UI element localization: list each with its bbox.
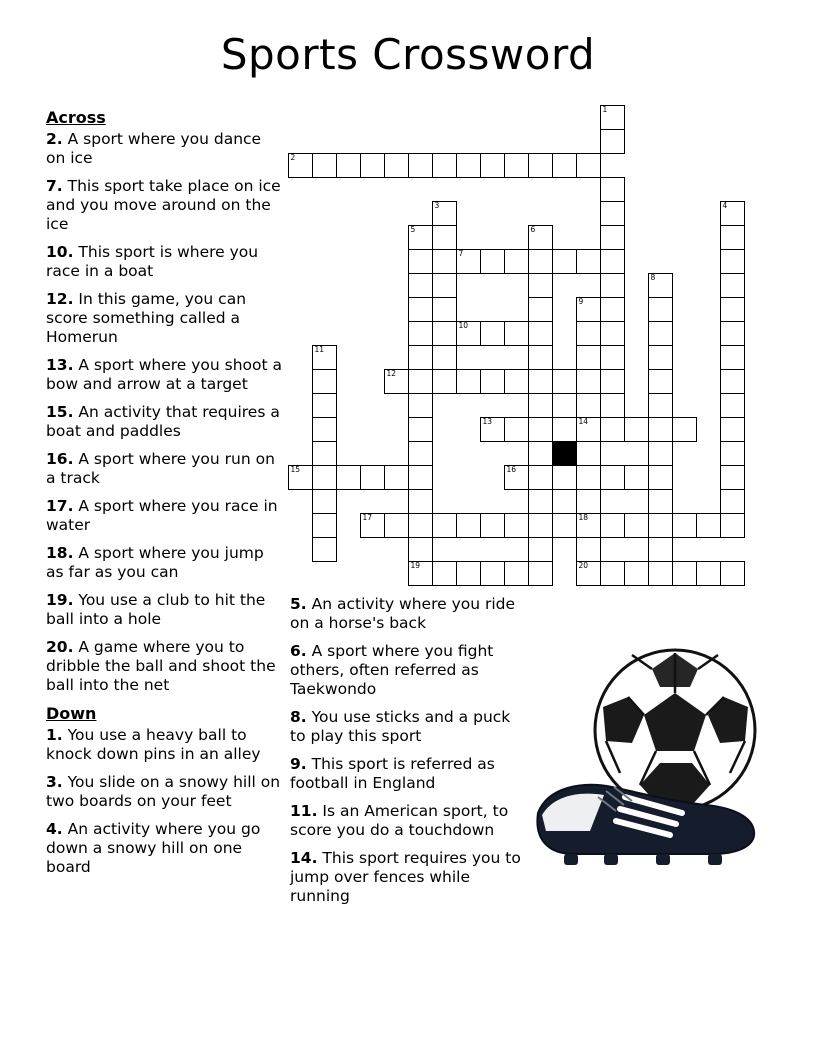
grid-cell[interactable] xyxy=(576,417,601,442)
grid-cell[interactable] xyxy=(672,561,697,586)
grid-cell[interactable] xyxy=(528,369,553,394)
grid-cell[interactable] xyxy=(600,561,625,586)
grid-cell[interactable] xyxy=(576,465,601,490)
grid-cell[interactable] xyxy=(720,441,745,466)
grid-cell[interactable] xyxy=(504,249,529,274)
grid-cell[interactable] xyxy=(504,561,529,586)
clue-down-14 xyxy=(290,849,522,906)
clue-text: A sport where you run on a track xyxy=(46,450,275,487)
grid-cell-blocked xyxy=(552,441,577,466)
clue-text: You use sticks and a puck to play this sport xyxy=(290,708,511,745)
clue-across-20 xyxy=(46,638,284,695)
grid-cell[interactable] xyxy=(624,513,649,538)
grid-cell[interactable] xyxy=(600,249,625,274)
clues-column-middle xyxy=(290,595,522,915)
clue-across-18 xyxy=(46,544,284,582)
clue-across-2 xyxy=(46,130,284,168)
grid-cell[interactable] xyxy=(384,369,409,394)
grid-cell[interactable] xyxy=(648,465,673,490)
grid-cell[interactable] xyxy=(672,513,697,538)
grid-cell[interactable] xyxy=(408,537,433,562)
grid-cell[interactable] xyxy=(720,417,745,442)
grid-cell[interactable] xyxy=(648,537,673,562)
grid-cell-number: 20 xyxy=(578,561,589,570)
grid-cell[interactable] xyxy=(528,321,553,346)
grid-cell[interactable] xyxy=(504,321,529,346)
grid-cell-number: 11 xyxy=(314,345,325,354)
grid-cell[interactable] xyxy=(624,417,649,442)
clue-number: 13. xyxy=(46,356,74,374)
page-title: Sports Crossword xyxy=(220,30,596,79)
grid-cell[interactable] xyxy=(720,561,745,586)
clue-across-13 xyxy=(46,356,284,394)
clue-number: 7. xyxy=(46,177,63,195)
clue-across-15 xyxy=(46,403,284,441)
grid-cell[interactable] xyxy=(312,393,337,418)
grid-cell-number: 12 xyxy=(386,369,397,378)
grid-cell[interactable] xyxy=(600,465,625,490)
grid-cell-number: 7 xyxy=(458,249,464,258)
grid-cell[interactable] xyxy=(408,417,433,442)
grid-cell[interactable] xyxy=(720,225,745,250)
grid-cell[interactable] xyxy=(600,105,625,130)
grid-cell[interactable] xyxy=(528,297,553,322)
grid-cell[interactable] xyxy=(528,153,553,178)
clues-column-left xyxy=(46,108,284,886)
grid-cell[interactable] xyxy=(456,513,481,538)
grid-cell[interactable] xyxy=(408,153,433,178)
clue-down-8 xyxy=(290,708,522,746)
grid-cell[interactable] xyxy=(528,465,553,490)
grid-cell[interactable] xyxy=(720,321,745,346)
clue-text: A sport where you shoot a bow and arrow at a target xyxy=(46,356,283,393)
grid-cell[interactable] xyxy=(648,441,673,466)
clue-number: 1. xyxy=(46,726,63,744)
grid-cell[interactable] xyxy=(552,513,577,538)
clue-text: Is an American sport, to score you do a touchdown xyxy=(290,802,509,839)
clue-across-10 xyxy=(46,243,284,281)
grid-cell[interactable] xyxy=(504,369,529,394)
grid-cell[interactable] xyxy=(456,321,481,346)
clue-number: 16. xyxy=(46,450,74,468)
crossword-grid[interactable] xyxy=(288,105,788,590)
grid-cell[interactable] xyxy=(384,153,409,178)
grid-cell[interactable] xyxy=(528,489,553,514)
grid-cell[interactable] xyxy=(480,321,505,346)
clue-across-16 xyxy=(46,450,284,488)
clue-down-4 xyxy=(46,820,284,877)
grid-cell-number: 18 xyxy=(578,513,589,522)
grid-cell[interactable] xyxy=(456,561,481,586)
clue-number: 5. xyxy=(290,595,307,613)
clue-across-19 xyxy=(46,591,284,629)
grid-cell-number: 10 xyxy=(458,321,469,330)
clue-down-9 xyxy=(290,755,522,793)
clue-across-17 xyxy=(46,497,284,535)
grid-cell[interactable] xyxy=(336,465,361,490)
grid-cell[interactable] xyxy=(480,249,505,274)
clue-text: This sport requires you to jump over fences while running xyxy=(290,849,521,905)
grid-cell[interactable] xyxy=(312,489,337,514)
grid-cell[interactable] xyxy=(456,369,481,394)
grid-cell[interactable] xyxy=(432,345,457,370)
clue-number: 19. xyxy=(46,591,74,609)
grid-cell[interactable] xyxy=(504,465,529,490)
grid-cell[interactable] xyxy=(408,489,433,514)
clue-down-5 xyxy=(290,595,522,633)
grid-cell-number: 17 xyxy=(362,513,373,522)
clue-text: A sport where you race in water xyxy=(46,497,278,534)
grid-cell[interactable] xyxy=(312,369,337,394)
grid-cell[interactable] xyxy=(648,561,673,586)
grid-cell[interactable] xyxy=(528,537,553,562)
grid-cell[interactable] xyxy=(456,249,481,274)
grid-cell[interactable] xyxy=(576,489,601,514)
clue-number: 18. xyxy=(46,544,74,562)
grid-cell[interactable] xyxy=(600,369,625,394)
grid-cell[interactable] xyxy=(552,417,577,442)
grid-cell[interactable] xyxy=(408,273,433,298)
grid-cell[interactable] xyxy=(432,273,457,298)
grid-cell[interactable] xyxy=(696,561,721,586)
clue-text: A game where you to dribble the ball and shoot the ball into the net xyxy=(46,638,276,694)
grid-cell[interactable] xyxy=(432,561,457,586)
grid-cell[interactable] xyxy=(312,345,337,370)
clue-number: 2. xyxy=(46,130,63,148)
grid-cell[interactable] xyxy=(648,489,673,514)
grid-cell[interactable] xyxy=(360,153,385,178)
grid-cell[interactable] xyxy=(408,465,433,490)
grid-cell[interactable] xyxy=(648,417,673,442)
grid-cell[interactable] xyxy=(384,513,409,538)
grid-cell[interactable] xyxy=(288,465,313,490)
grid-cell[interactable] xyxy=(408,393,433,418)
grid-cell[interactable] xyxy=(408,513,433,538)
grid-cell[interactable] xyxy=(312,441,337,466)
grid-cell[interactable] xyxy=(408,345,433,370)
grid-cell[interactable] xyxy=(624,465,649,490)
grid-cell[interactable] xyxy=(504,153,529,178)
soccer-ball-icon xyxy=(595,650,755,810)
grid-cell-number: 3 xyxy=(434,201,440,210)
grid-cell[interactable] xyxy=(480,561,505,586)
across-heading: Across xyxy=(46,108,106,127)
grid-cell[interactable] xyxy=(648,297,673,322)
grid-cell[interactable] xyxy=(648,321,673,346)
grid-cell[interactable] xyxy=(384,465,409,490)
clue-number: 8. xyxy=(290,708,307,726)
grid-cell[interactable] xyxy=(648,393,673,418)
clue-number: 11. xyxy=(290,802,318,820)
grid-cell[interactable] xyxy=(408,369,433,394)
clue-text: In this game, you can score something called a Homerun xyxy=(46,290,247,346)
grid-cell[interactable] xyxy=(312,465,337,490)
grid-cell[interactable] xyxy=(600,273,625,298)
clue-text: An activity that requires a boat and paddles xyxy=(46,403,280,440)
grid-cell[interactable] xyxy=(600,417,625,442)
clue-across-7 xyxy=(46,177,284,234)
grid-cell[interactable] xyxy=(648,345,673,370)
clue-number: 9. xyxy=(290,755,307,773)
grid-cell[interactable] xyxy=(432,225,457,250)
grid-cell[interactable] xyxy=(312,153,337,178)
grid-cell[interactable] xyxy=(432,249,457,274)
grid-cell[interactable] xyxy=(576,321,601,346)
clue-text: You use a heavy ball to knock down pins in an alley xyxy=(46,726,261,763)
grid-cell[interactable] xyxy=(600,393,625,418)
grid-cell[interactable] xyxy=(480,153,505,178)
grid-cell[interactable] xyxy=(720,369,745,394)
grid-cell[interactable] xyxy=(720,513,745,538)
clue-text: An activity where you ride on a horse's back xyxy=(290,595,516,632)
clue-text: This sport is referred as football in England xyxy=(290,755,495,792)
grid-cell-number: 15 xyxy=(290,465,301,474)
grid-cell[interactable] xyxy=(576,249,601,274)
grid-cell[interactable] xyxy=(528,249,553,274)
grid-cell[interactable] xyxy=(504,417,529,442)
clue-number: 3. xyxy=(46,773,63,791)
grid-cell[interactable] xyxy=(720,393,745,418)
grid-cell[interactable] xyxy=(576,297,601,322)
clue-text: A sport where you fight others, often referred as Taekwondo xyxy=(290,642,494,698)
clue-number: 10. xyxy=(46,243,74,261)
grid-cell[interactable] xyxy=(432,321,457,346)
grid-cell-number: 6 xyxy=(530,225,536,234)
grid-cell[interactable] xyxy=(624,561,649,586)
grid-cell[interactable] xyxy=(456,153,481,178)
grid-cell[interactable] xyxy=(552,465,577,490)
grid-cell[interactable] xyxy=(648,513,673,538)
grid-cell[interactable] xyxy=(576,513,601,538)
grid-cell[interactable] xyxy=(528,225,553,250)
grid-cell[interactable] xyxy=(312,417,337,442)
grid-cell[interactable] xyxy=(360,513,385,538)
grid-cell[interactable] xyxy=(528,273,553,298)
clue-text: You use a club to hit the ball into a hole xyxy=(46,591,266,628)
grid-cell[interactable] xyxy=(312,537,337,562)
clue-text: A sport where you jump as far as you can xyxy=(46,544,264,581)
grid-cell[interactable] xyxy=(696,513,721,538)
grid-cell[interactable] xyxy=(600,513,625,538)
grid-cell[interactable] xyxy=(408,297,433,322)
clue-number: 4. xyxy=(46,820,63,838)
grid-cell[interactable] xyxy=(600,129,625,154)
grid-cell[interactable] xyxy=(600,297,625,322)
clue-text: This sport take place on ice and you move around on the ice xyxy=(46,177,281,233)
grid-cell-number: 2 xyxy=(290,153,296,162)
grid-cell[interactable] xyxy=(576,441,601,466)
clue-number: 20. xyxy=(46,638,74,656)
grid-cell[interactable] xyxy=(480,369,505,394)
grid-cell[interactable] xyxy=(576,345,601,370)
soccer-cleat-icon xyxy=(537,785,754,865)
grid-cell[interactable] xyxy=(408,561,433,586)
grid-cell[interactable] xyxy=(408,225,433,250)
grid-cell[interactable] xyxy=(720,249,745,274)
grid-cell[interactable] xyxy=(720,465,745,490)
grid-cell[interactable] xyxy=(576,393,601,418)
clue-text: An activity where you go down a snowy hill on one board xyxy=(46,820,261,876)
grid-cell-number: 13 xyxy=(482,417,493,426)
grid-cell-number: 19 xyxy=(410,561,421,570)
grid-cell-number: 8 xyxy=(650,273,656,282)
clue-down-6 xyxy=(290,642,522,699)
grid-cell-number: 16 xyxy=(506,465,517,474)
grid-cell[interactable] xyxy=(408,321,433,346)
grid-cell[interactable] xyxy=(288,153,313,178)
clue-number: 14. xyxy=(290,849,318,867)
grid-cell[interactable] xyxy=(576,561,601,586)
clue-across-12 xyxy=(46,290,284,347)
clue-number: 17. xyxy=(46,497,74,515)
soccer-ball-and-cleat-image xyxy=(520,645,790,885)
grid-cell[interactable] xyxy=(336,153,361,178)
clue-text: A sport where you dance on ice xyxy=(46,130,262,167)
clue-number: 12. xyxy=(46,290,74,308)
grid-cell[interactable] xyxy=(720,345,745,370)
clue-text: You slide on a snowy hill on two boards on your feet xyxy=(46,773,281,810)
grid-cell[interactable] xyxy=(528,561,553,586)
down-heading: Down xyxy=(46,704,97,723)
clue-down-1 xyxy=(46,726,284,764)
grid-cell[interactable] xyxy=(576,153,601,178)
grid-cell[interactable] xyxy=(648,369,673,394)
grid-cell[interactable] xyxy=(600,321,625,346)
grid-cell[interactable] xyxy=(528,393,553,418)
grid-cell[interactable] xyxy=(408,441,433,466)
grid-cell[interactable] xyxy=(720,489,745,514)
grid-cell[interactable] xyxy=(576,537,601,562)
grid-cell[interactable] xyxy=(720,201,745,226)
grid-cell[interactable] xyxy=(432,297,457,322)
grid-cell[interactable] xyxy=(552,369,577,394)
grid-cell[interactable] xyxy=(528,513,553,538)
grid-cell[interactable] xyxy=(528,345,553,370)
clue-number: 6. xyxy=(290,642,307,660)
grid-cell[interactable] xyxy=(552,153,577,178)
grid-cell[interactable] xyxy=(432,513,457,538)
grid-cell[interactable] xyxy=(600,345,625,370)
grid-cell[interactable] xyxy=(528,441,553,466)
grid-cell-number: 5 xyxy=(410,225,416,234)
grid-cell-number: 4 xyxy=(722,201,728,210)
grid-cell[interactable] xyxy=(600,225,625,250)
grid-cell[interactable] xyxy=(480,513,505,538)
grid-cell-number: 9 xyxy=(578,297,584,306)
grid-cell[interactable] xyxy=(600,201,625,226)
grid-cell[interactable] xyxy=(600,177,625,202)
grid-cell[interactable] xyxy=(432,369,457,394)
grid-cell[interactable] xyxy=(648,273,673,298)
clue-down-3 xyxy=(46,773,284,811)
grid-cell-number: 14 xyxy=(578,417,589,426)
clue-down-11 xyxy=(290,802,522,840)
grid-cell[interactable] xyxy=(432,153,457,178)
grid-cell[interactable] xyxy=(552,249,577,274)
clue-number: 15. xyxy=(46,403,74,421)
clue-text: This sport is where you race in a boat xyxy=(46,243,259,280)
grid-cell[interactable] xyxy=(576,369,601,394)
grid-cell[interactable] xyxy=(408,249,433,274)
grid-cell[interactable] xyxy=(432,201,457,226)
grid-cell[interactable] xyxy=(312,513,337,538)
grid-cell[interactable] xyxy=(360,465,385,490)
grid-cell[interactable] xyxy=(720,273,745,298)
grid-cell[interactable] xyxy=(672,417,697,442)
grid-cell[interactable] xyxy=(528,417,553,442)
grid-cell[interactable] xyxy=(480,417,505,442)
grid-cell[interactable] xyxy=(504,513,529,538)
grid-cell-number: 1 xyxy=(602,105,608,114)
grid-cell[interactable] xyxy=(720,297,745,322)
